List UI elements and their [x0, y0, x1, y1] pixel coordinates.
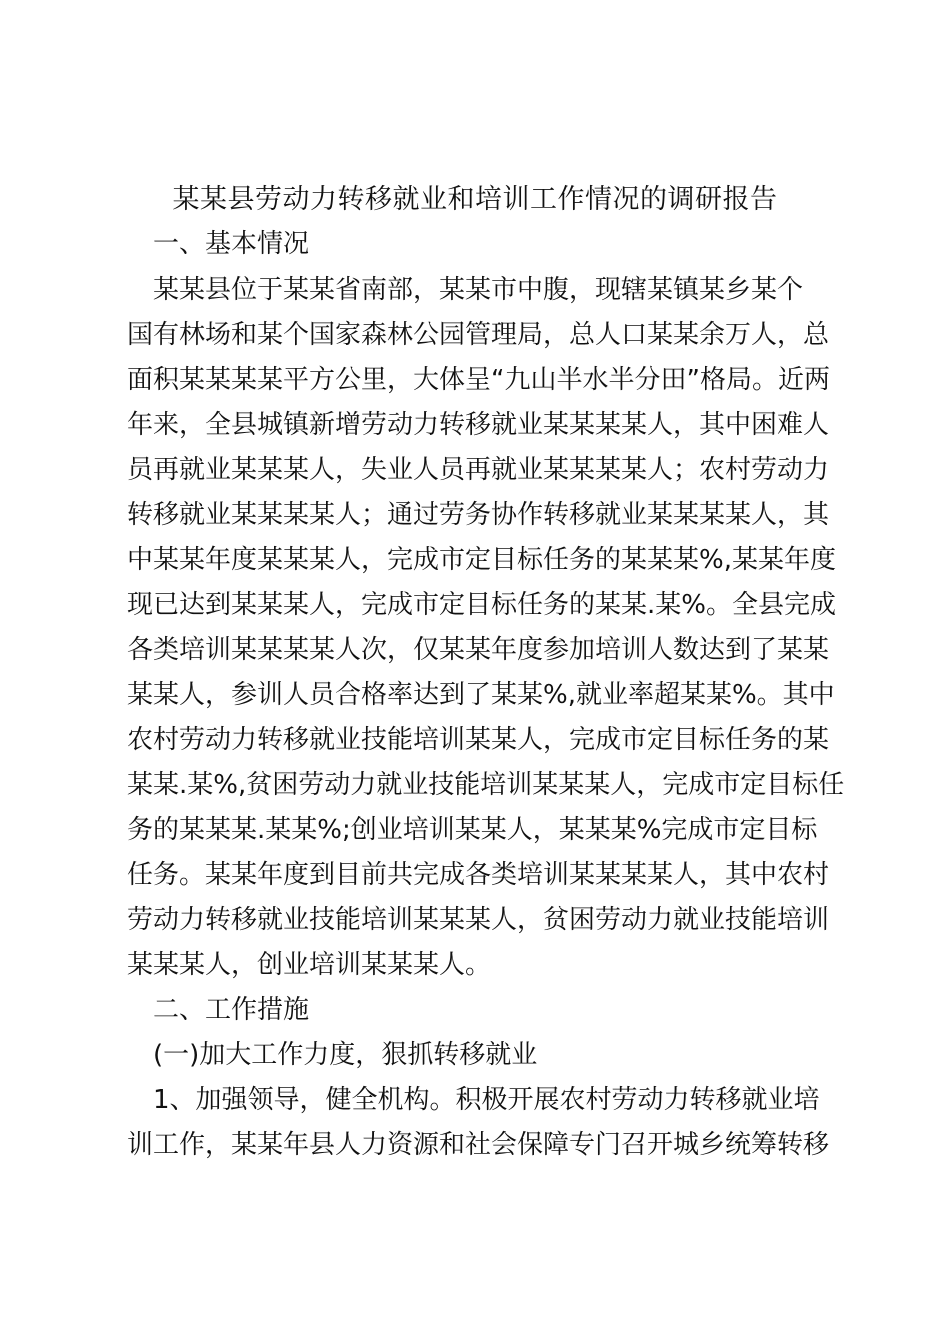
paragraph-line: 年来，全县城镇新增劳动力转移就业某某某某人，其中困难人 — [127, 410, 830, 440]
paragraph-line: 1、加强领导，健全机构。积极开展农村劳动力转移就业培 — [127, 1085, 820, 1115]
paragraph-line: 某某某人，创业培训某某某人。 — [127, 950, 492, 980]
paragraph-line: 务的某某某.某某%;创业培训某某人，某某某%完成市定目标 — [127, 815, 818, 845]
paragraph-line: 农村劳动力转移就业技能培训某某人，完成市定目标任务的某 — [127, 725, 830, 755]
paragraph-line: 某某人，参训人员合格率达到了某某%,就业率超某某%。其中 — [127, 680, 835, 710]
paragraph-line: 员再就业某某某人，失业人员再就业某某某某人；农村劳动力 — [127, 455, 830, 485]
paragraph-line: 面积某某某某平方公里，大体呈“九山半水半分田”格局。近两 — [127, 365, 830, 395]
paragraph-line: 训工作，某某年县人力资源和社会保障专门召开城乡统筹转移 — [127, 1130, 830, 1160]
document-title: 某某县劳动力转移就业和培训工作情况的调研报告 — [172, 184, 778, 215]
paragraph-line: 劳动力转移就业技能培训某某某人，贫困劳动力就业技能培训 — [127, 905, 830, 935]
paragraph-line: 各类培训某某某某人次，仅某某年度参加培训人数达到了某某 — [127, 635, 830, 665]
paragraph-line: 某某县位于某某省南部，某某市中腹，现辖某镇某乡某个 — [127, 275, 804, 305]
paragraph-line: 某某.某%,贫困劳动力就业技能培训某某某人，完成市定目标任 — [127, 770, 845, 800]
paragraph-line: 任务。某某年度到目前共完成各类培训某某某某人，其中农村 — [127, 860, 830, 890]
paragraph-line: 中某某年度某某某人，完成市定目标任务的某某某%,某某年度 — [127, 545, 836, 575]
section-heading-basic: 一、基本情况 — [127, 229, 310, 259]
paragraph-line: 现已达到某某某人，完成市定目标任务的某某.某%。全县完成 — [127, 590, 836, 620]
section-heading-measures: 二、工作措施 — [127, 995, 310, 1025]
subsection-heading: (一)加大工作力度，狠抓转移就业 — [127, 1040, 538, 1070]
paragraph-line: 转移就业某某某某人；通过劳务协作转移就业某某某某人，其 — [127, 500, 830, 530]
paragraph-line: 国有林场和某个国家森林公园管理局，总人口某某余万人，总 — [127, 320, 830, 350]
